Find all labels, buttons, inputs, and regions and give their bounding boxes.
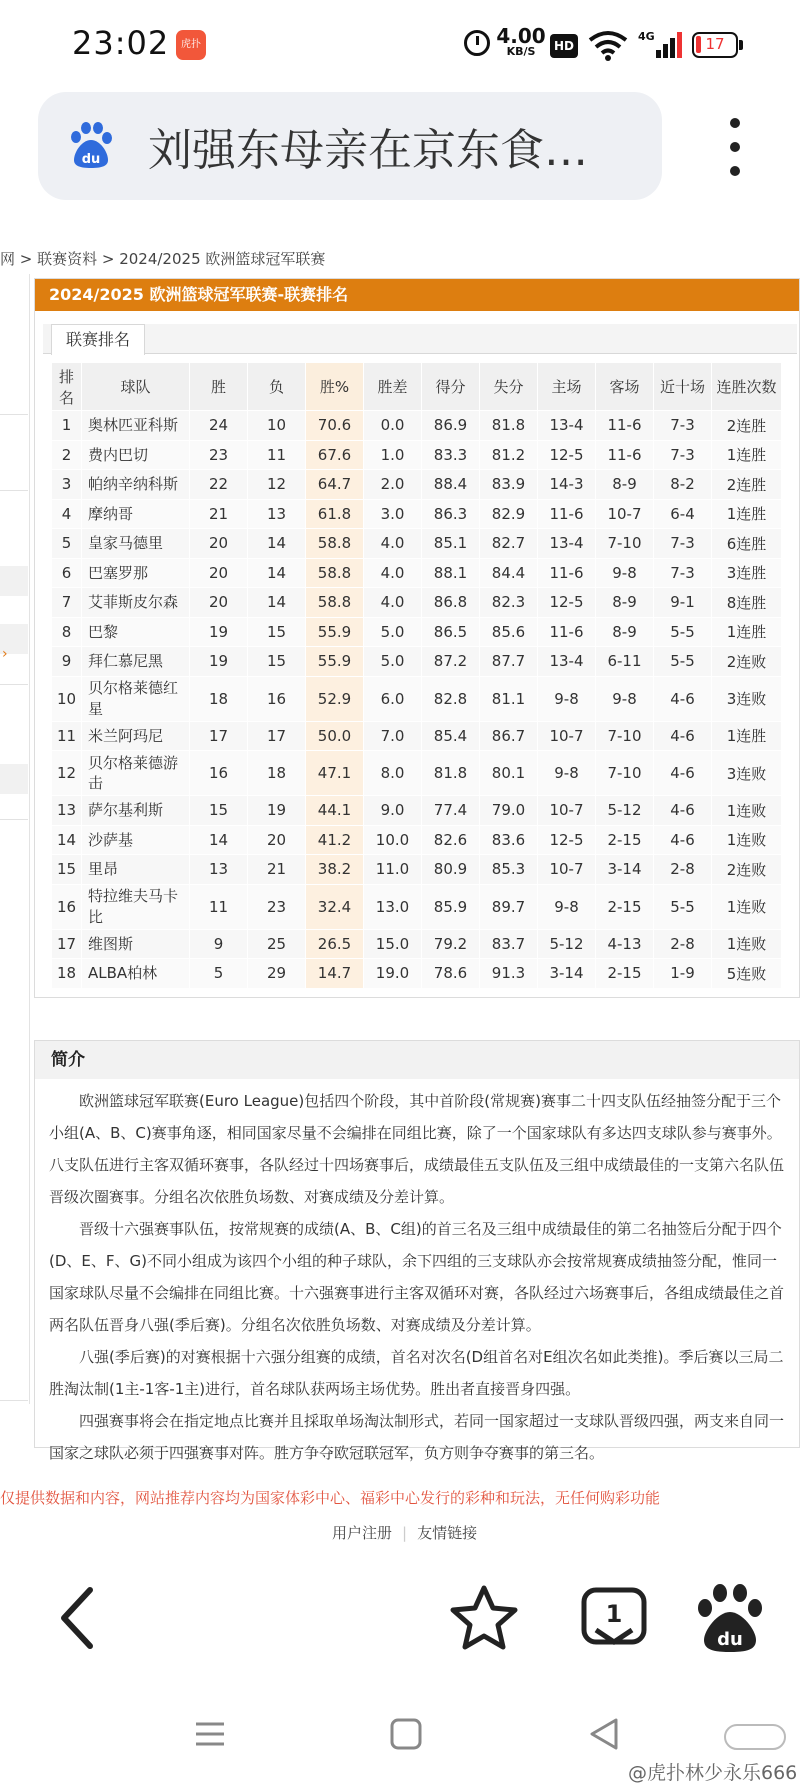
games-behind-cell: 19.0 <box>364 959 422 989</box>
baidu-paw-icon[interactable] <box>690 1578 770 1658</box>
team-name[interactable]: ALBA柏林 <box>82 959 190 989</box>
losses-cell: 19 <box>248 796 306 826</box>
panel-title: 2024/2025 欧洲篮球冠军联赛-联赛排名 <box>35 279 799 311</box>
losses-cell: 14 <box>248 529 306 559</box>
home-record-cell: 9-8 <box>538 751 596 796</box>
games-behind-cell: 15.0 <box>364 929 422 959</box>
win-pct-cell: 32.4 <box>306 884 364 929</box>
rank-cell: 10 <box>52 676 82 721</box>
win-pct-cell: 58.8 <box>306 529 364 559</box>
home-record-cell: 10-7 <box>538 796 596 826</box>
points-for-cell: 88.1 <box>422 558 480 588</box>
wins-cell: 20 <box>190 558 248 588</box>
points-against-cell: 83.6 <box>480 825 538 855</box>
points-against-cell: 81.2 <box>480 440 538 470</box>
away-record-cell: 5-12 <box>596 796 654 826</box>
table-row <box>52 558 782 588</box>
team-name[interactable]: 沙萨基 <box>82 825 190 855</box>
wins-cell: 23 <box>190 440 248 470</box>
last10-cell: 2-8 <box>654 855 712 885</box>
win-pct-cell: 52.9 <box>306 676 364 721</box>
intro-paragraph: 八强(季后赛)的对赛根据十六强分组赛的成绩，首名对次名(D组首名对E组次名如此类推)。季后赛以三局二胜淘汰制(1主-1客-1主)进行，首名球队获两场主场优势。胜出者直接晋身四强。 <box>49 1348 784 1398</box>
footer-links <box>332 1522 477 1543</box>
rank-cell: 1 <box>52 411 82 441</box>
points-against-cell: 81.8 <box>480 411 538 441</box>
points-for-cell: 82.8 <box>422 676 480 721</box>
table-row <box>52 855 782 885</box>
win-pct-cell: 64.7 <box>306 470 364 500</box>
last10-cell: 1-9 <box>654 959 712 989</box>
standings-panel <box>34 278 800 998</box>
rank-cell: 2 <box>52 440 82 470</box>
points-against-cell: 85.3 <box>480 855 538 885</box>
tab-count: 1 <box>605 1600 623 1628</box>
last10-cell: 4-6 <box>654 721 712 751</box>
home-record-cell: 10-7 <box>538 855 596 885</box>
losses-cell: 23 <box>248 884 306 929</box>
win-pct-cell: 41.2 <box>306 825 364 855</box>
win-pct-cell: 38.2 <box>306 855 364 885</box>
baidu-logo-icon <box>66 120 116 170</box>
points-for-cell: 77.4 <box>422 796 480 826</box>
register-link[interactable]: 用户注册 <box>332 1524 393 1542</box>
rank-cell: 18 <box>52 959 82 989</box>
header-points-against: 失分 <box>480 363 538 411</box>
table-header-row <box>52 363 782 411</box>
home-record-cell: 11-6 <box>538 499 596 529</box>
last10-cell: 8-2 <box>654 470 712 500</box>
streak-cell: 1连胜 <box>712 721 782 751</box>
last10-cell: 4-6 <box>654 796 712 826</box>
last10-cell: 4-6 <box>654 751 712 796</box>
win-pct-cell: 67.6 <box>306 440 364 470</box>
team-name[interactable]: 特拉维夫马卡比 <box>82 884 190 929</box>
status-bar <box>0 0 800 90</box>
home-record-cell: 10-7 <box>538 721 596 751</box>
wins-cell: 22 <box>190 470 248 500</box>
losses-cell: 21 <box>248 855 306 885</box>
rank-cell: 13 <box>52 796 82 826</box>
team-name[interactable]: 巴黎 <box>82 617 190 647</box>
points-against-cell: 86.7 <box>480 721 538 751</box>
back-icon[interactable] <box>40 1578 120 1658</box>
standings-table <box>51 362 782 989</box>
away-record-cell: 3-14 <box>596 855 654 885</box>
tab-standings[interactable]: 联赛排名 <box>51 324 145 355</box>
intro-paragraph: 晋级十六强赛事队伍，按常规赛的成绩(A、B、C组)的首三名及三组中成绩最佳的第二名抽签后分配于四个(D、E、F、G)不同小组成为该四个小组的种子球队，余下四组的三支球队亦会按常规赛成绩抽签分配，惟同一国家球队尽量不会编排在同组比赛。十六强赛事进行主客双循环对赛，各队经过六场赛事后，各组成绩最佳之首两名队伍晋身八强(季后赛)。分组名次依胜负场数、对赛成绩及分差计算。 <box>49 1220 785 1334</box>
streak-cell: 1连胜 <box>712 499 782 529</box>
home-record-cell: 13-4 <box>538 647 596 677</box>
points-against-cell: 87.7 <box>480 647 538 677</box>
browser-toolbar <box>0 1560 800 1660</box>
intro-paragraph: 四强赛事将会在指定地点比赛并且採取单场淘汰制形式，若同一国家超过一支球队晋级四强，两支来自同一国家之球队必须于四强赛事对阵。胜方争夺欧冠联冠军，负方则争夺赛事的第三名。 <box>49 1412 785 1462</box>
win-pct-cell: 47.1 <box>306 751 364 796</box>
rank-cell: 3 <box>52 470 82 500</box>
home-record-cell: 9-8 <box>538 884 596 929</box>
away-record-cell: 6-11 <box>596 647 654 677</box>
streak-cell: 2连败 <box>712 647 782 677</box>
away-record-cell: 11-6 <box>596 440 654 470</box>
away-record-cell: 2-15 <box>596 884 654 929</box>
games-behind-cell: 4.0 <box>364 588 422 618</box>
rank-cell: 5 <box>52 529 82 559</box>
games-behind-cell: 7.0 <box>364 721 422 751</box>
games-behind-cell: 4.0 <box>364 529 422 559</box>
team-name[interactable]: 贝尔格莱德游击 <box>82 751 190 796</box>
wins-cell: 16 <box>190 751 248 796</box>
points-against-cell: 91.3 <box>480 959 538 989</box>
losses-cell: 10 <box>248 411 306 441</box>
network-speed-unit: KB/S <box>506 45 536 58</box>
wifi-icon <box>588 30 628 62</box>
table-row <box>52 959 782 989</box>
win-pct-cell: 44.1 <box>306 796 364 826</box>
team-name[interactable]: 奥林匹亚科斯 <box>82 411 190 441</box>
status-icons <box>460 24 760 68</box>
streak-cell: 5连败 <box>712 959 782 989</box>
away-record-cell: 4-13 <box>596 929 654 959</box>
team-name[interactable]: 摩纳哥 <box>82 499 190 529</box>
games-behind-cell: 2.0 <box>364 470 422 500</box>
wins-cell: 13 <box>190 855 248 885</box>
points-for-cell: 80.9 <box>422 855 480 885</box>
table-row <box>52 796 782 826</box>
table-row <box>52 647 782 677</box>
points-against-cell: 89.7 <box>480 884 538 929</box>
bookmark-star-icon[interactable] <box>444 1578 524 1658</box>
points-for-cell: 85.1 <box>422 529 480 559</box>
points-for-cell: 79.2 <box>422 929 480 959</box>
table-row <box>52 884 782 929</box>
away-record-cell: 8-9 <box>596 588 654 618</box>
team-name[interactable]: 里昂 <box>82 855 190 885</box>
points-for-cell: 88.4 <box>422 470 480 500</box>
points-against-cell: 82.9 <box>480 499 538 529</box>
home-record-cell: 9-8 <box>538 676 596 721</box>
losses-cell: 18 <box>248 751 306 796</box>
table-row <box>52 470 782 500</box>
intro-title: 简介 <box>35 1041 799 1079</box>
hd-badge: HD <box>550 34 578 58</box>
team-name[interactable]: 费内巴切 <box>82 440 190 470</box>
last10-cell: 9-1 <box>654 588 712 618</box>
games-behind-cell: 5.0 <box>364 617 422 647</box>
table-row <box>52 676 782 721</box>
streak-cell: 3连胜 <box>712 558 782 588</box>
team-name[interactable]: 萨尔基利斯 <box>82 796 190 826</box>
losses-cell: 11 <box>248 440 306 470</box>
home-record-cell: 12-5 <box>538 440 596 470</box>
win-pct-cell: 14.7 <box>306 959 364 989</box>
table-row <box>52 751 782 796</box>
home-record-cell: 3-14 <box>538 959 596 989</box>
wins-cell: 11 <box>190 884 248 929</box>
standings-body <box>52 411 782 989</box>
games-behind-cell: 5.0 <box>364 647 422 677</box>
team-name[interactable]: 皇家马德里 <box>82 529 190 559</box>
streak-cell: 1连胜 <box>712 617 782 647</box>
header-games-behind: 胜差 <box>364 363 422 411</box>
table-row <box>52 588 782 618</box>
last10-cell: 6-4 <box>654 499 712 529</box>
away-record-cell: 9-8 <box>596 676 654 721</box>
home-record-cell: 13-4 <box>538 529 596 559</box>
more-menu-icon[interactable] <box>720 112 750 182</box>
team-name[interactable]: 米兰阿玛尼 <box>82 721 190 751</box>
intro-body <box>35 1079 799 1469</box>
wins-cell: 15 <box>190 796 248 826</box>
losses-cell: 14 <box>248 588 306 618</box>
losses-cell: 29 <box>248 959 306 989</box>
network-speed <box>496 26 546 57</box>
points-for-cell: 86.5 <box>422 617 480 647</box>
rank-cell: 7 <box>52 588 82 618</box>
points-for-cell: 85.4 <box>422 721 480 751</box>
team-name[interactable]: 帕纳辛纳科斯 <box>82 470 190 500</box>
alarm-icon <box>464 30 490 56</box>
search-bar[interactable] <box>38 92 662 200</box>
points-for-cell: 86.3 <box>422 499 480 529</box>
streak-cell: 1连胜 <box>712 440 782 470</box>
svg-text:du: du <box>81 152 101 167</box>
battery-indicator: 17 <box>692 32 738 58</box>
win-pct-cell: 58.8 <box>306 558 364 588</box>
points-against-cell: 80.1 <box>480 751 538 796</box>
streak-cell: 1连败 <box>712 825 782 855</box>
points-against-cell: 85.6 <box>480 617 538 647</box>
menu-icon[interactable] <box>190 1714 230 1754</box>
losses-cell: 14 <box>248 558 306 588</box>
team-name[interactable]: 拜仁慕尼黑 <box>82 647 190 677</box>
points-against-cell: 84.4 <box>480 558 538 588</box>
streak-cell: 1连败 <box>712 884 782 929</box>
streak-cell: 3连败 <box>712 751 782 796</box>
points-against-cell: 79.0 <box>480 796 538 826</box>
table-row <box>52 499 782 529</box>
wins-cell: 19 <box>190 647 248 677</box>
win-pct-cell: 55.9 <box>306 617 364 647</box>
header-last10: 近十场 <box>654 363 712 411</box>
away-record-cell: 7-10 <box>596 721 654 751</box>
disclaimer-text: 仅提供数据和内容，网站推荐内容均为国家体彩中心、福彩中心发行的彩种和玩法，无任何购彩功能 <box>0 1489 661 1507</box>
losses-cell: 15 <box>248 647 306 677</box>
team-name[interactable]: 贝尔格莱德红星 <box>82 676 190 721</box>
rank-cell: 9 <box>52 647 82 677</box>
watermark: @虎扑林少永乐666 <box>628 1762 798 1784</box>
losses-cell: 13 <box>248 499 306 529</box>
away-record-cell: 10-7 <box>596 499 654 529</box>
team-name[interactable]: 艾菲斯皮尔森 <box>82 588 190 618</box>
losses-cell: 25 <box>248 929 306 959</box>
header-team: 球队 <box>82 363 190 411</box>
header-losses: 负 <box>248 363 306 411</box>
tabs-icon[interactable] <box>574 1578 654 1658</box>
wins-cell: 19 <box>190 617 248 647</box>
last10-cell: 7-3 <box>654 558 712 588</box>
table-row <box>52 529 782 559</box>
left-sidebar <box>0 274 30 1404</box>
breadcrumb[interactable]: 网 > 联赛资料 > 2024/2025 欧洲篮球冠军联赛 <box>0 250 326 268</box>
search-query[interactable]: 刘强东母亲在京东食… <box>148 125 588 176</box>
points-for-cell: 85.9 <box>422 884 480 929</box>
link-separator: | <box>402 1524 408 1542</box>
streak-cell: 2连胜 <box>712 411 782 441</box>
losses-cell: 12 <box>248 470 306 500</box>
losses-cell: 20 <box>248 825 306 855</box>
team-name[interactable]: 巴塞罗那 <box>82 558 190 588</box>
points-against-cell: 82.7 <box>480 529 538 559</box>
win-pct-cell: 55.9 <box>306 647 364 677</box>
home-icon[interactable] <box>386 1714 426 1754</box>
win-pct-cell: 58.8 <box>306 588 364 618</box>
wins-cell: 18 <box>190 676 248 721</box>
rank-cell: 11 <box>52 721 82 751</box>
header-away: 客场 <box>596 363 654 411</box>
last10-cell: 5-5 <box>654 617 712 647</box>
streak-cell: 3连败 <box>712 676 782 721</box>
intro-paragraph: 欧洲篮球冠军联赛(Euro League)包括四个阶段，其中首阶段(常规赛)赛事二十四支队伍经抽签分配于三个小组(A、B、C)赛事角逐，相同国家尽量不会编排在同组比赛，除了一个国家球队有多达四支球队参与赛事外。八支队伍进行主客双循环赛事，各队经过十四场赛事后，成绩最佳五支队伍及三组中成绩最佳的一支第六名队伍晋级次圈赛事。分组名次依胜负场数、对赛成绩及分差计算。 <box>49 1092 785 1206</box>
away-record-cell: 7-10 <box>596 751 654 796</box>
games-behind-cell: 4.0 <box>364 558 422 588</box>
rank-cell: 17 <box>52 929 82 959</box>
away-record-cell: 9-8 <box>596 558 654 588</box>
streak-cell: 6连胜 <box>712 529 782 559</box>
rank-cell: 12 <box>52 751 82 796</box>
table-row <box>52 411 782 441</box>
team-name[interactable]: 维图斯 <box>82 929 190 959</box>
away-record-cell: 8-9 <box>596 617 654 647</box>
rank-cell: 4 <box>52 499 82 529</box>
rank-cell: 6 <box>52 558 82 588</box>
tab-strip <box>43 324 797 354</box>
away-record-cell: 2-15 <box>596 959 654 989</box>
games-behind-cell: 1.0 <box>364 440 422 470</box>
table-row <box>52 440 782 470</box>
last10-cell: 5-5 <box>654 647 712 677</box>
network-type: 4G <box>638 30 655 43</box>
home-record-cell: 5-12 <box>538 929 596 959</box>
network-speed-value: 4.00 <box>496 24 546 48</box>
home-record-cell: 12-5 <box>538 588 596 618</box>
status-time: 23:02 <box>72 24 170 62</box>
wins-cell: 21 <box>190 499 248 529</box>
home-record-cell: 13-4 <box>538 411 596 441</box>
points-for-cell: 81.8 <box>422 751 480 796</box>
table-row <box>52 617 782 647</box>
rank-cell: 16 <box>52 884 82 929</box>
streak-cell: 1连败 <box>712 929 782 959</box>
streak-cell: 1连败 <box>712 796 782 826</box>
games-behind-cell: 10.0 <box>364 825 422 855</box>
points-for-cell: 86.8 <box>422 588 480 618</box>
wins-cell: 20 <box>190 529 248 559</box>
friend-links-link[interactable]: 友情链接 <box>417 1524 478 1542</box>
points-against-cell: 83.7 <box>480 929 538 959</box>
wins-cell: 17 <box>190 721 248 751</box>
points-for-cell: 87.2 <box>422 647 480 677</box>
table-row <box>52 721 782 751</box>
games-behind-cell: 3.0 <box>364 499 422 529</box>
points-for-cell: 83.3 <box>422 440 480 470</box>
away-record-cell: 2-15 <box>596 825 654 855</box>
away-record-cell: 11-6 <box>596 411 654 441</box>
win-pct-cell: 50.0 <box>306 721 364 751</box>
games-behind-cell: 11.0 <box>364 855 422 885</box>
header-rank: 排名 <box>52 363 82 411</box>
away-record-cell: 8-9 <box>596 470 654 500</box>
points-against-cell: 82.3 <box>480 588 538 618</box>
header-wins: 胜 <box>190 363 248 411</box>
points-against-cell: 81.1 <box>480 676 538 721</box>
streak-cell: 8连胜 <box>712 588 782 618</box>
wins-cell: 20 <box>190 588 248 618</box>
table-row <box>52 929 782 959</box>
games-behind-cell: 6.0 <box>364 676 422 721</box>
last10-cell: 5-5 <box>654 884 712 929</box>
last10-cell: 2-8 <box>654 929 712 959</box>
last10-cell: 7-3 <box>654 529 712 559</box>
home-record-cell: 14-3 <box>538 470 596 500</box>
chevron-right-icon[interactable]: › <box>2 646 8 662</box>
signal-icon <box>656 32 686 58</box>
games-behind-cell: 13.0 <box>364 884 422 929</box>
games-behind-cell: 8.0 <box>364 751 422 796</box>
last10-cell: 4-6 <box>654 825 712 855</box>
wins-cell: 9 <box>190 929 248 959</box>
win-pct-cell: 26.5 <box>306 929 364 959</box>
header-win-pct: 胜% <box>306 363 364 411</box>
svg-text:du: du <box>717 1629 743 1650</box>
wins-cell: 24 <box>190 411 248 441</box>
last10-cell: 4-6 <box>654 676 712 721</box>
header-streak: 连胜次数 <box>712 363 782 411</box>
intro-panel <box>34 1040 800 1462</box>
losses-cell: 17 <box>248 721 306 751</box>
header-home: 主场 <box>538 363 596 411</box>
rank-cell: 14 <box>52 825 82 855</box>
losses-cell: 15 <box>248 617 306 647</box>
rank-cell: 8 <box>52 617 82 647</box>
streak-cell: 2连败 <box>712 855 782 885</box>
points-for-cell: 82.6 <box>422 825 480 855</box>
header-points-for: 得分 <box>422 363 480 411</box>
rank-cell: 15 <box>52 855 82 885</box>
streak-cell: 2连胜 <box>712 470 782 500</box>
points-for-cell: 86.9 <box>422 411 480 441</box>
hupu-app-icon: 虎扑 <box>176 30 206 60</box>
games-behind-cell: 0.0 <box>364 411 422 441</box>
home-record-cell: 11-6 <box>538 617 596 647</box>
wins-cell: 5 <box>190 959 248 989</box>
games-behind-cell: 9.0 <box>364 796 422 826</box>
wins-cell: 14 <box>190 825 248 855</box>
home-record-cell: 12-5 <box>538 825 596 855</box>
away-record-cell: 7-10 <box>596 529 654 559</box>
win-pct-cell: 70.6 <box>306 411 364 441</box>
last10-cell: 7-3 <box>654 440 712 470</box>
losses-cell: 16 <box>248 676 306 721</box>
home-record-cell: 11-6 <box>538 558 596 588</box>
back-triangle-icon[interactable] <box>584 1714 624 1754</box>
points-for-cell: 78.6 <box>422 959 480 989</box>
hupu-watermark-logo <box>724 1724 786 1750</box>
win-pct-cell: 61.8 <box>306 499 364 529</box>
table-row <box>52 825 782 855</box>
last10-cell: 7-3 <box>654 411 712 441</box>
points-against-cell: 83.9 <box>480 470 538 500</box>
